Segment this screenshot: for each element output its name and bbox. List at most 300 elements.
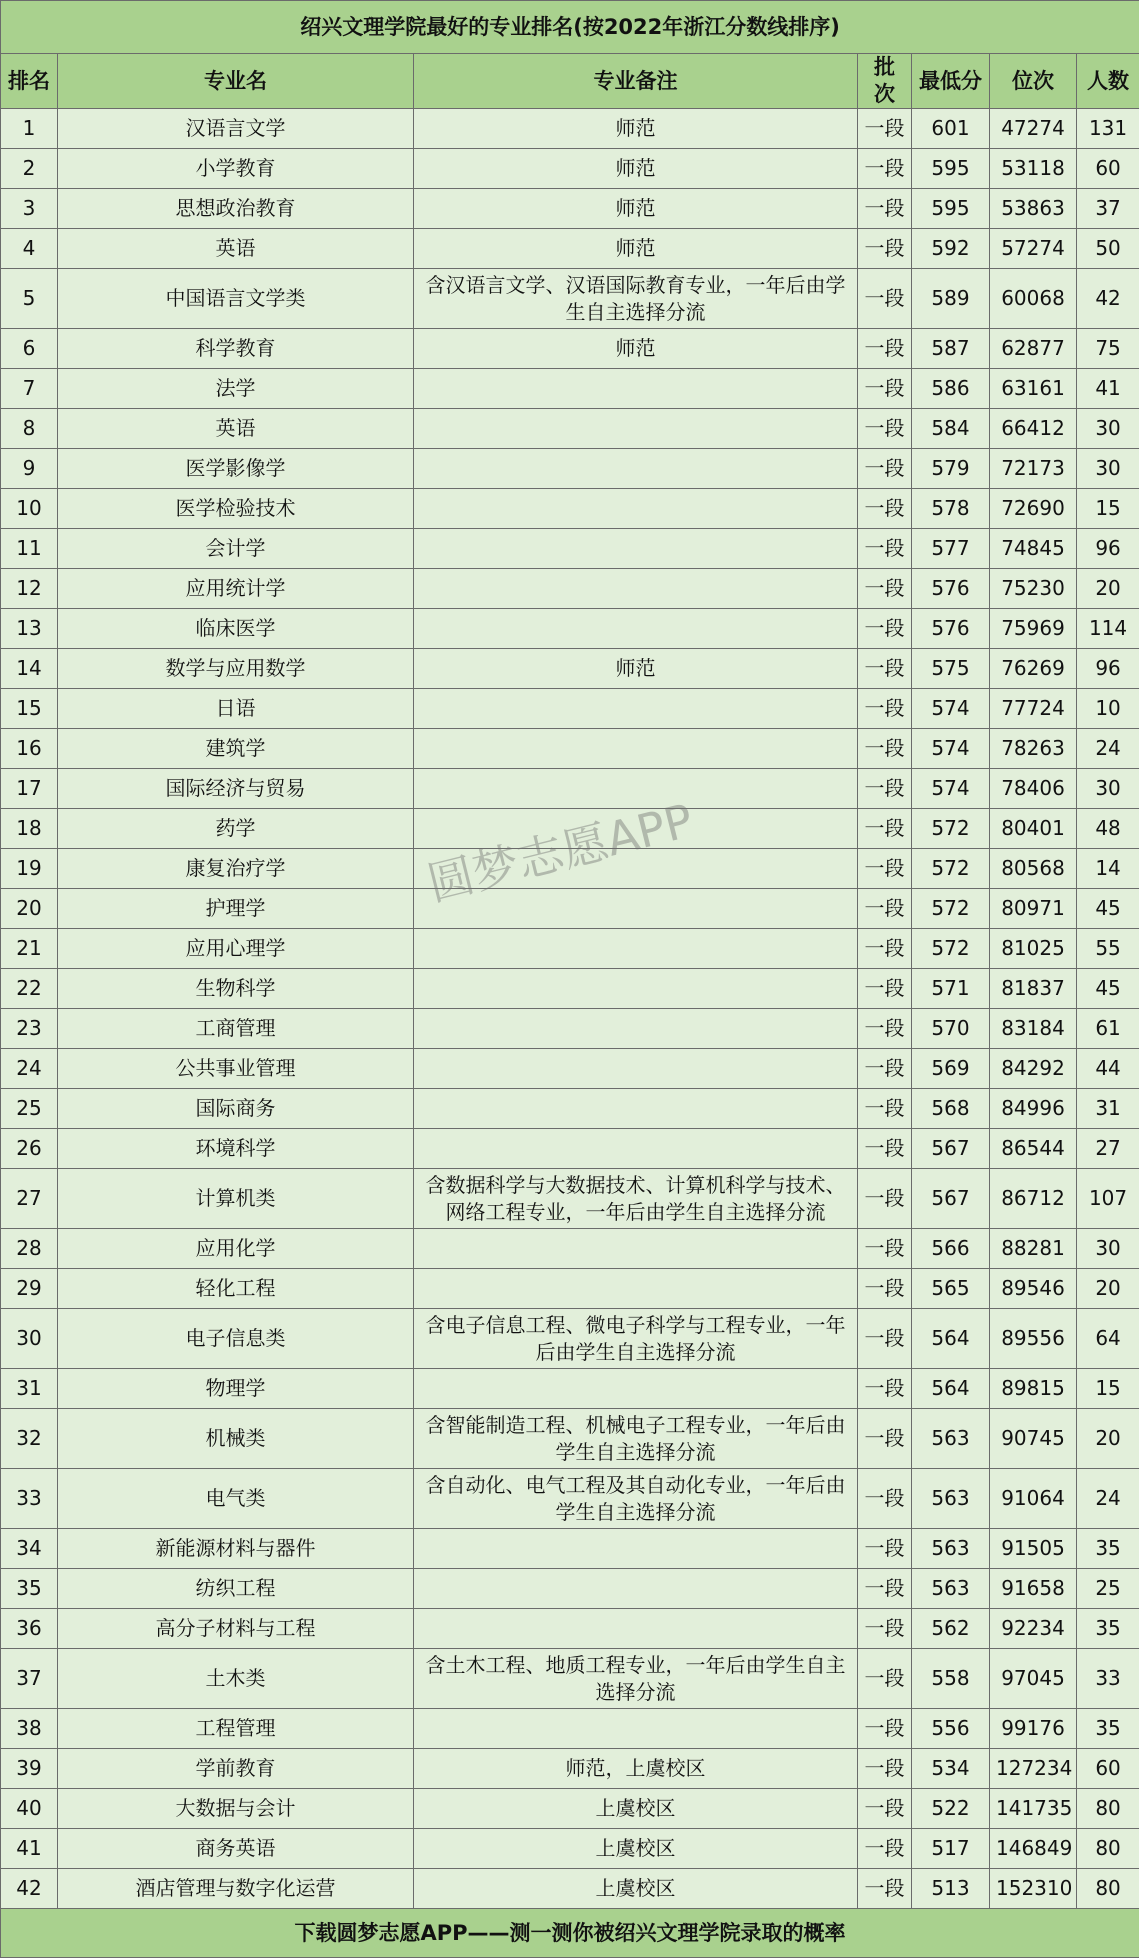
cell-rank: 31 bbox=[1, 1369, 58, 1409]
cell-batch: 一段 bbox=[858, 929, 912, 969]
cell-major-note: 师范 bbox=[414, 109, 858, 149]
cell-min-score: 576 bbox=[912, 569, 990, 609]
cell-major-note bbox=[414, 1129, 858, 1169]
table-row bbox=[1, 689, 1139, 729]
cell-position: 99176 bbox=[990, 1709, 1077, 1749]
cell-major-note bbox=[414, 729, 858, 769]
cell-count: 10 bbox=[1077, 689, 1139, 729]
cell-major-note bbox=[414, 569, 858, 609]
table-row bbox=[1, 229, 1139, 269]
cell-major-name: 小学教育 bbox=[58, 149, 414, 189]
cell-batch: 一段 bbox=[858, 1089, 912, 1129]
cell-major-note bbox=[414, 1049, 858, 1089]
cell-batch: 一段 bbox=[858, 189, 912, 229]
cell-major-name: 公共事业管理 bbox=[58, 1049, 414, 1089]
cell-major-name: 日语 bbox=[58, 689, 414, 729]
cell-position: 84292 bbox=[990, 1049, 1077, 1089]
header-min-score: 最低分 bbox=[912, 54, 990, 109]
cell-count: 20 bbox=[1077, 569, 1139, 609]
cell-major-note bbox=[414, 489, 858, 529]
table-row bbox=[1, 609, 1139, 649]
cell-major-note bbox=[414, 529, 858, 569]
cell-rank: 33 bbox=[1, 1469, 58, 1529]
cell-batch: 一段 bbox=[858, 1169, 912, 1229]
cell-count: 61 bbox=[1077, 1009, 1139, 1049]
cell-batch: 一段 bbox=[858, 1749, 912, 1789]
cell-batch: 一段 bbox=[858, 1789, 912, 1829]
table-row bbox=[1, 1169, 1139, 1229]
cell-count: 35 bbox=[1077, 1709, 1139, 1749]
cell-count: 48 bbox=[1077, 809, 1139, 849]
cell-position: 74845 bbox=[990, 529, 1077, 569]
cell-major-name: 工程管理 bbox=[58, 1709, 414, 1749]
cell-batch: 一段 bbox=[858, 849, 912, 889]
cell-major-note: 含土木工程、地质工程专业，一年后由学生自主选择分流 bbox=[414, 1649, 858, 1709]
cell-count: 80 bbox=[1077, 1869, 1139, 1909]
cell-batch: 一段 bbox=[858, 109, 912, 149]
cell-major-note bbox=[414, 1089, 858, 1129]
cell-count: 35 bbox=[1077, 1609, 1139, 1649]
cell-major-note bbox=[414, 1609, 858, 1649]
cell-major-note bbox=[414, 1569, 858, 1609]
table-row bbox=[1, 1009, 1139, 1049]
cell-batch: 一段 bbox=[858, 1309, 912, 1369]
table-row bbox=[1, 1269, 1139, 1309]
table-title: 绍兴文理学院最好的专业排名(按2022年浙江分数线排序) bbox=[1, 1, 1139, 54]
cell-major-name: 电子信息类 bbox=[58, 1309, 414, 1369]
cell-position: 63161 bbox=[990, 369, 1077, 409]
cell-major-note bbox=[414, 689, 858, 729]
cell-count: 75 bbox=[1077, 329, 1139, 369]
table-row bbox=[1, 269, 1139, 329]
cell-position: 53863 bbox=[990, 189, 1077, 229]
table-row bbox=[1, 189, 1139, 229]
cell-batch: 一段 bbox=[858, 889, 912, 929]
header-batch: 批次 bbox=[858, 54, 912, 109]
cell-major-note: 含智能制造工程、机械电子工程专业，一年后由学生自主选择分流 bbox=[414, 1409, 858, 1469]
table-row bbox=[1, 529, 1139, 569]
cell-rank: 13 bbox=[1, 609, 58, 649]
cell-min-score: 575 bbox=[912, 649, 990, 689]
cell-major-name: 物理学 bbox=[58, 1369, 414, 1409]
cell-min-score: 571 bbox=[912, 969, 990, 1009]
cell-count: 24 bbox=[1077, 1469, 1139, 1529]
cell-major-note: 含自动化、电气工程及其自动化专业，一年后由学生自主选择分流 bbox=[414, 1469, 858, 1529]
cell-position: 146849 bbox=[990, 1829, 1077, 1869]
cell-major-note: 师范，上虞校区 bbox=[414, 1749, 858, 1789]
cell-count: 114 bbox=[1077, 609, 1139, 649]
table-row bbox=[1, 1049, 1139, 1089]
cell-rank: 27 bbox=[1, 1169, 58, 1229]
title-row bbox=[1, 1, 1139, 54]
cell-major-name: 药学 bbox=[58, 809, 414, 849]
cell-count: 30 bbox=[1077, 449, 1139, 489]
cell-major-name: 机械类 bbox=[58, 1409, 414, 1469]
cell-major-note: 师范 bbox=[414, 649, 858, 689]
cell-major-name: 医学检验技术 bbox=[58, 489, 414, 529]
cell-major-note bbox=[414, 849, 858, 889]
cell-major-name: 应用化学 bbox=[58, 1229, 414, 1269]
cell-min-score: 572 bbox=[912, 889, 990, 929]
cell-batch: 一段 bbox=[858, 1229, 912, 1269]
cell-rank: 40 bbox=[1, 1789, 58, 1829]
cell-count: 42 bbox=[1077, 269, 1139, 329]
cell-batch: 一段 bbox=[858, 649, 912, 689]
table-row bbox=[1, 1129, 1139, 1169]
cell-position: 97045 bbox=[990, 1649, 1077, 1709]
cell-batch: 一段 bbox=[858, 529, 912, 569]
cell-major-note: 上虞校区 bbox=[414, 1789, 858, 1829]
table-row bbox=[1, 849, 1139, 889]
cell-major-name: 大数据与会计 bbox=[58, 1789, 414, 1829]
footer-row bbox=[1, 1909, 1139, 1958]
header-position: 位次 bbox=[990, 54, 1077, 109]
cell-min-score: 565 bbox=[912, 1269, 990, 1309]
cell-batch: 一段 bbox=[858, 729, 912, 769]
cell-position: 66412 bbox=[990, 409, 1077, 449]
cell-batch: 一段 bbox=[858, 1649, 912, 1709]
cell-position: 89546 bbox=[990, 1269, 1077, 1309]
cell-count: 50 bbox=[1077, 229, 1139, 269]
cell-major-note: 上虞校区 bbox=[414, 1869, 858, 1909]
table-row bbox=[1, 409, 1139, 449]
cell-major-name: 建筑学 bbox=[58, 729, 414, 769]
cell-min-score: 513 bbox=[912, 1869, 990, 1909]
cell-min-score: 563 bbox=[912, 1409, 990, 1469]
cell-count: 45 bbox=[1077, 889, 1139, 929]
cell-min-score: 584 bbox=[912, 409, 990, 449]
cell-rank: 14 bbox=[1, 649, 58, 689]
cell-batch: 一段 bbox=[858, 369, 912, 409]
cell-position: 72690 bbox=[990, 489, 1077, 529]
cell-major-name: 思想政治教育 bbox=[58, 189, 414, 229]
cell-count: 25 bbox=[1077, 1569, 1139, 1609]
header-count: 人数 bbox=[1077, 54, 1139, 109]
cell-batch: 一段 bbox=[858, 1049, 912, 1089]
cell-count: 55 bbox=[1077, 929, 1139, 969]
cell-major-name: 英语 bbox=[58, 229, 414, 269]
cell-batch: 一段 bbox=[858, 449, 912, 489]
cell-min-score: 595 bbox=[912, 189, 990, 229]
cell-rank: 28 bbox=[1, 1229, 58, 1269]
cell-position: 76269 bbox=[990, 649, 1077, 689]
table-row bbox=[1, 809, 1139, 849]
cell-min-score: 570 bbox=[912, 1009, 990, 1049]
header-major-name: 专业名 bbox=[58, 54, 414, 109]
cell-rank: 7 bbox=[1, 369, 58, 409]
cell-rank: 16 bbox=[1, 729, 58, 769]
cell-batch: 一段 bbox=[858, 609, 912, 649]
table-row bbox=[1, 1749, 1139, 1789]
table-row bbox=[1, 1569, 1139, 1609]
cell-rank: 30 bbox=[1, 1309, 58, 1369]
cell-position: 78263 bbox=[990, 729, 1077, 769]
cell-position: 89815 bbox=[990, 1369, 1077, 1409]
cell-count: 131 bbox=[1077, 109, 1139, 149]
cell-position: 80971 bbox=[990, 889, 1077, 929]
cell-major-note: 师范 bbox=[414, 229, 858, 269]
cell-major-name: 中国语言文学类 bbox=[58, 269, 414, 329]
table-row bbox=[1, 969, 1139, 1009]
cell-batch: 一段 bbox=[858, 1369, 912, 1409]
cell-min-score: 586 bbox=[912, 369, 990, 409]
table-row bbox=[1, 149, 1139, 189]
cell-rank: 8 bbox=[1, 409, 58, 449]
cell-position: 57274 bbox=[990, 229, 1077, 269]
table-row bbox=[1, 1409, 1139, 1469]
cell-min-score: 566 bbox=[912, 1229, 990, 1269]
cell-batch: 一段 bbox=[858, 569, 912, 609]
cell-major-note bbox=[414, 769, 858, 809]
cell-major-name: 计算机类 bbox=[58, 1169, 414, 1229]
cell-rank: 12 bbox=[1, 569, 58, 609]
cell-major-name: 医学影像学 bbox=[58, 449, 414, 489]
cell-rank: 18 bbox=[1, 809, 58, 849]
cell-major-name: 商务英语 bbox=[58, 1829, 414, 1869]
cell-position: 92234 bbox=[990, 1609, 1077, 1649]
cell-min-score: 572 bbox=[912, 929, 990, 969]
cell-count: 41 bbox=[1077, 369, 1139, 409]
cell-major-name: 轻化工程 bbox=[58, 1269, 414, 1309]
cell-major-name: 酒店管理与数字化运营 bbox=[58, 1869, 414, 1909]
cell-min-score: 569 bbox=[912, 1049, 990, 1089]
table-row bbox=[1, 329, 1139, 369]
cell-rank: 11 bbox=[1, 529, 58, 569]
cell-batch: 一段 bbox=[858, 1609, 912, 1649]
table-row bbox=[1, 729, 1139, 769]
cell-rank: 15 bbox=[1, 689, 58, 729]
cell-position: 89556 bbox=[990, 1309, 1077, 1369]
cell-major-name: 新能源材料与器件 bbox=[58, 1529, 414, 1569]
cell-major-note bbox=[414, 1369, 858, 1409]
cell-major-note bbox=[414, 1529, 858, 1569]
cell-min-score: 574 bbox=[912, 729, 990, 769]
cell-count: 14 bbox=[1077, 849, 1139, 889]
cell-count: 27 bbox=[1077, 1129, 1139, 1169]
cell-count: 37 bbox=[1077, 189, 1139, 229]
cell-batch: 一段 bbox=[858, 1009, 912, 1049]
cell-min-score: 574 bbox=[912, 689, 990, 729]
cell-rank: 1 bbox=[1, 109, 58, 149]
cell-min-score: 574 bbox=[912, 769, 990, 809]
cell-min-score: 534 bbox=[912, 1749, 990, 1789]
cell-min-score: 556 bbox=[912, 1709, 990, 1749]
cell-min-score: 564 bbox=[912, 1309, 990, 1369]
cell-min-score: 567 bbox=[912, 1169, 990, 1229]
cell-position: 86544 bbox=[990, 1129, 1077, 1169]
cell-major-note bbox=[414, 449, 858, 489]
cell-min-score: 568 bbox=[912, 1089, 990, 1129]
cell-min-score: 563 bbox=[912, 1569, 990, 1609]
cell-batch: 一段 bbox=[858, 1529, 912, 1569]
cell-count: 30 bbox=[1077, 1229, 1139, 1269]
cell-major-name: 国际经济与贸易 bbox=[58, 769, 414, 809]
cell-batch: 一段 bbox=[858, 689, 912, 729]
cell-major-note: 师范 bbox=[414, 329, 858, 369]
table-row bbox=[1, 929, 1139, 969]
cell-major-note: 师范 bbox=[414, 149, 858, 189]
cell-min-score: 576 bbox=[912, 609, 990, 649]
cell-count: 64 bbox=[1077, 1309, 1139, 1369]
cell-batch: 一段 bbox=[858, 409, 912, 449]
table-row bbox=[1, 569, 1139, 609]
cell-position: 75969 bbox=[990, 609, 1077, 649]
cell-major-note bbox=[414, 409, 858, 449]
cell-rank: 6 bbox=[1, 329, 58, 369]
cell-min-score: 564 bbox=[912, 1369, 990, 1409]
cell-rank: 35 bbox=[1, 1569, 58, 1609]
cell-count: 31 bbox=[1077, 1089, 1139, 1129]
cell-major-name: 环境科学 bbox=[58, 1129, 414, 1169]
cell-min-score: 517 bbox=[912, 1829, 990, 1869]
cell-major-name: 英语 bbox=[58, 409, 414, 449]
cell-batch: 一段 bbox=[858, 1409, 912, 1469]
cell-rank: 4 bbox=[1, 229, 58, 269]
cell-count: 30 bbox=[1077, 769, 1139, 809]
cell-count: 35 bbox=[1077, 1529, 1139, 1569]
cell-major-note: 含汉语言文学、汉语国际教育专业，一年后由学生自主选择分流 bbox=[414, 269, 858, 329]
cell-count: 20 bbox=[1077, 1269, 1139, 1309]
cell-position: 72173 bbox=[990, 449, 1077, 489]
cell-count: 96 bbox=[1077, 649, 1139, 689]
cell-major-name: 土木类 bbox=[58, 1649, 414, 1709]
cell-min-score: 601 bbox=[912, 109, 990, 149]
cell-batch: 一段 bbox=[858, 1129, 912, 1169]
cell-min-score: 562 bbox=[912, 1609, 990, 1649]
table-row bbox=[1, 1529, 1139, 1569]
cell-count: 30 bbox=[1077, 409, 1139, 449]
cell-major-name: 电气类 bbox=[58, 1469, 414, 1529]
cell-count: 33 bbox=[1077, 1649, 1139, 1709]
cell-major-name: 临床医学 bbox=[58, 609, 414, 649]
cell-major-note: 含电子信息工程、微电子科学与工程专业，一年后由学生自主选择分流 bbox=[414, 1309, 858, 1369]
cell-major-note bbox=[414, 809, 858, 849]
cell-major-note bbox=[414, 1009, 858, 1049]
table-row bbox=[1, 1829, 1139, 1869]
cell-rank: 19 bbox=[1, 849, 58, 889]
cell-count: 20 bbox=[1077, 1409, 1139, 1469]
cell-batch: 一段 bbox=[858, 1869, 912, 1909]
header-rank: 排名 bbox=[1, 54, 58, 109]
cell-major-note bbox=[414, 1229, 858, 1269]
cell-rank: 10 bbox=[1, 489, 58, 529]
table-row bbox=[1, 489, 1139, 529]
cell-min-score: 522 bbox=[912, 1789, 990, 1829]
table-row bbox=[1, 1089, 1139, 1129]
table-row bbox=[1, 449, 1139, 489]
cell-position: 91505 bbox=[990, 1529, 1077, 1569]
cell-major-name: 康复治疗学 bbox=[58, 849, 414, 889]
cell-major-note bbox=[414, 1269, 858, 1309]
cell-count: 24 bbox=[1077, 729, 1139, 769]
cell-rank: 24 bbox=[1, 1049, 58, 1089]
cell-min-score: 595 bbox=[912, 149, 990, 189]
cell-major-name: 高分子材料与工程 bbox=[58, 1609, 414, 1649]
table-row bbox=[1, 1649, 1139, 1709]
cell-rank: 32 bbox=[1, 1409, 58, 1469]
cell-count: 80 bbox=[1077, 1829, 1139, 1869]
cell-position: 53118 bbox=[990, 149, 1077, 189]
cell-rank: 2 bbox=[1, 149, 58, 189]
cell-min-score: 587 bbox=[912, 329, 990, 369]
cell-count: 96 bbox=[1077, 529, 1139, 569]
cell-rank: 22 bbox=[1, 969, 58, 1009]
cell-batch: 一段 bbox=[858, 1709, 912, 1749]
cell-major-name: 学前教育 bbox=[58, 1749, 414, 1789]
cell-position: 81837 bbox=[990, 969, 1077, 1009]
cell-major-name: 法学 bbox=[58, 369, 414, 409]
cell-position: 62877 bbox=[990, 329, 1077, 369]
cell-min-score: 558 bbox=[912, 1649, 990, 1709]
table-row bbox=[1, 369, 1139, 409]
cell-position: 86712 bbox=[990, 1169, 1077, 1229]
table-row bbox=[1, 649, 1139, 689]
cell-min-score: 572 bbox=[912, 809, 990, 849]
cell-major-note: 含数据科学与大数据技术、计算机科学与技术、网络工程专业，一年后由学生自主选择分流 bbox=[414, 1169, 858, 1229]
table-row bbox=[1, 1789, 1139, 1829]
cell-rank: 9 bbox=[1, 449, 58, 489]
table-row bbox=[1, 109, 1139, 149]
cell-count: 44 bbox=[1077, 1049, 1139, 1089]
cell-rank: 3 bbox=[1, 189, 58, 229]
cell-position: 78406 bbox=[990, 769, 1077, 809]
cell-rank: 42 bbox=[1, 1869, 58, 1909]
table-row bbox=[1, 1369, 1139, 1409]
cell-min-score: 589 bbox=[912, 269, 990, 329]
cell-count: 107 bbox=[1077, 1169, 1139, 1229]
cell-major-note bbox=[414, 609, 858, 649]
footer-banner: 下载圆梦志愿APP——测一测你被绍兴文理学院录取的概率 bbox=[1, 1909, 1139, 1958]
table-row bbox=[1, 1469, 1139, 1529]
cell-major-note: 上虞校区 bbox=[414, 1829, 858, 1869]
header-major-note: 专业备注 bbox=[414, 54, 858, 109]
cell-position: 77724 bbox=[990, 689, 1077, 729]
cell-major-note bbox=[414, 369, 858, 409]
table-row bbox=[1, 1309, 1139, 1369]
table-row bbox=[1, 1609, 1139, 1649]
cell-position: 88281 bbox=[990, 1229, 1077, 1269]
cell-min-score: 563 bbox=[912, 1529, 990, 1569]
cell-position: 80568 bbox=[990, 849, 1077, 889]
cell-rank: 38 bbox=[1, 1709, 58, 1749]
cell-major-name: 国际商务 bbox=[58, 1089, 414, 1129]
cell-count: 60 bbox=[1077, 149, 1139, 189]
table-row bbox=[1, 1869, 1139, 1909]
cell-min-score: 592 bbox=[912, 229, 990, 269]
cell-rank: 36 bbox=[1, 1609, 58, 1649]
cell-major-note bbox=[414, 889, 858, 929]
cell-rank: 21 bbox=[1, 929, 58, 969]
cell-position: 84996 bbox=[990, 1089, 1077, 1129]
header-row bbox=[1, 54, 1139, 109]
cell-major-note bbox=[414, 929, 858, 969]
cell-rank: 34 bbox=[1, 1529, 58, 1569]
cell-rank: 20 bbox=[1, 889, 58, 929]
cell-position: 90745 bbox=[990, 1409, 1077, 1469]
cell-batch: 一段 bbox=[858, 1829, 912, 1869]
cell-rank: 41 bbox=[1, 1829, 58, 1869]
cell-min-score: 567 bbox=[912, 1129, 990, 1169]
cell-major-name: 会计学 bbox=[58, 529, 414, 569]
table-row bbox=[1, 889, 1139, 929]
cell-position: 47274 bbox=[990, 109, 1077, 149]
cell-major-name: 汉语言文学 bbox=[58, 109, 414, 149]
table-row bbox=[1, 1229, 1139, 1269]
cell-position: 81025 bbox=[990, 929, 1077, 969]
cell-rank: 29 bbox=[1, 1269, 58, 1309]
watermark: 圆梦志愿APP bbox=[420, 784, 699, 914]
cell-position: 75230 bbox=[990, 569, 1077, 609]
